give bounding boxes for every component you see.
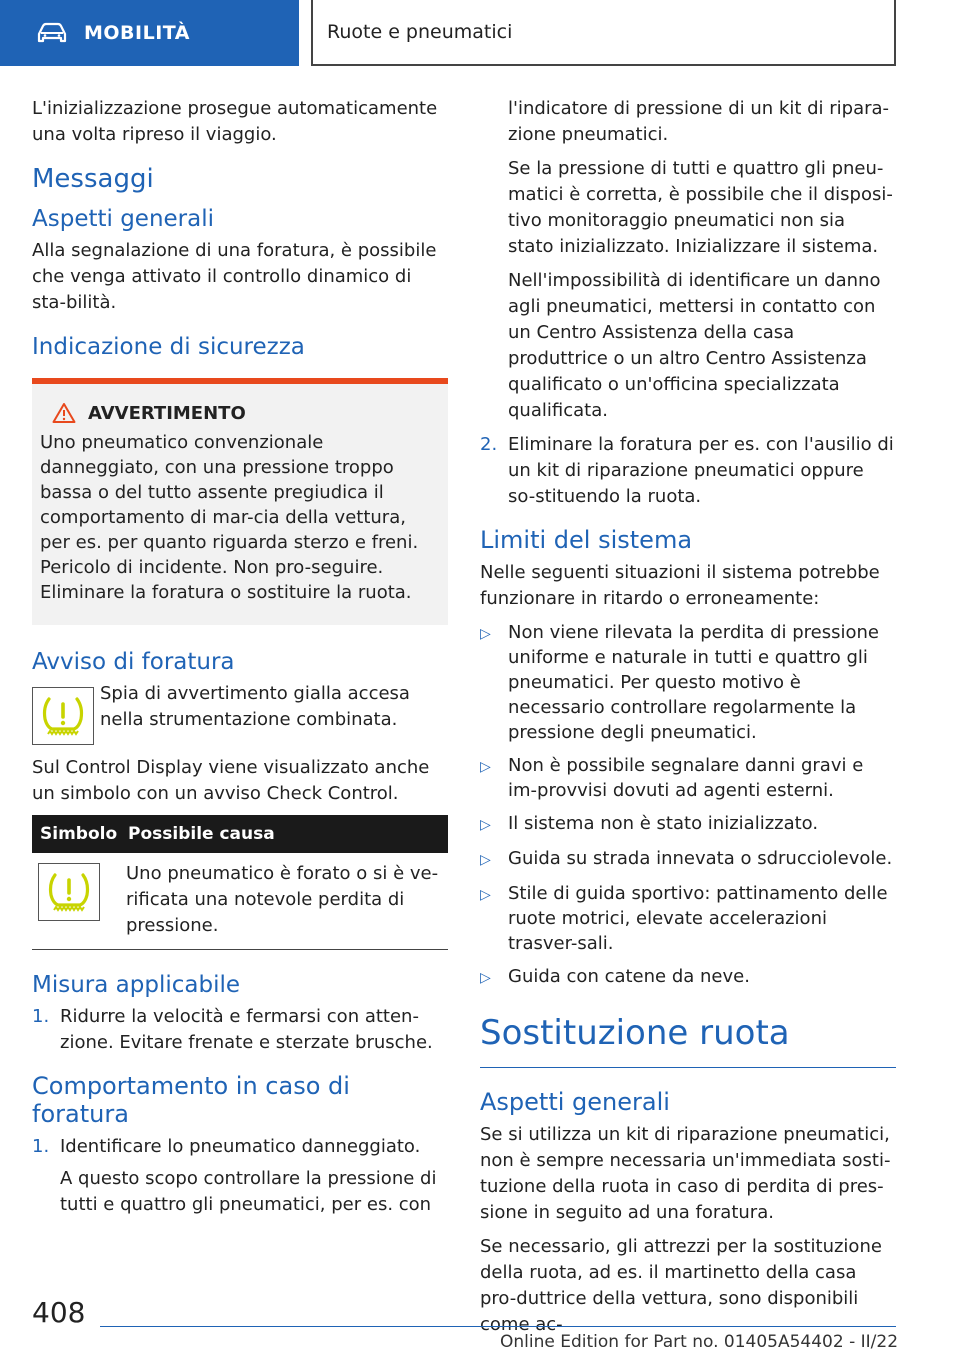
col-symbol-header: Simbolo xyxy=(32,815,120,853)
bullet-icon: ▷ xyxy=(480,759,491,775)
page-number: 408 xyxy=(32,1296,86,1329)
warning-box xyxy=(32,378,448,625)
step-text: Identificare lo pneumatico danneggiato. xyxy=(60,1136,421,1157)
bullet-icon: ▷ xyxy=(480,817,491,833)
limits-intro: Nelle seguenti situazioni il sistema potrebbe funzionare in ritardo o erroneamente: xyxy=(480,562,880,609)
section-header xyxy=(0,0,299,66)
left-column xyxy=(32,96,448,1230)
step-subtext: A questo scopo controllare la pressione di tutti e quattro gli pneumatici, per es. con xyxy=(60,1168,437,1215)
general-heading: Aspetti generali xyxy=(32,206,215,232)
warning-triangle-icon xyxy=(52,402,76,424)
list-item: ▷ Non è possibile segnalare danni gravi e im-provvisi dovuti ad agenti esterni. xyxy=(480,755,864,801)
wheel-change-heading: Sostituzione ruota xyxy=(480,1013,896,1068)
bullet-icon: ▷ xyxy=(480,852,491,868)
tpms-indicator xyxy=(32,687,94,745)
list-item: ▷ Il sistema non è stato inizializzato. xyxy=(480,811,896,838)
warning-label: AVVERTIMENTO xyxy=(88,402,246,424)
wheel-text-2: Se necessario, gli attrezzi per la sostituzione della ruota, ad es. il martinetto della casa pro-duttrice della vettura, sono disponibili come ac- xyxy=(480,1236,882,1335)
step-number: 1. xyxy=(32,1006,50,1027)
list-item: ▷ Guida con catene da neve. xyxy=(480,964,896,991)
safety-heading: Indicazione di sicurezza xyxy=(32,334,305,360)
warning-text: Uno pneumatico convenzionale danneggiato, con una pressione troppo bassa o del tutto assente pregiudica il comportamento di mar-cia della vettura, per es. per quanto riguarda sterzo e freni. Pericolo di incidente. Non pro-seguire. Eliminare la foratura o sostituire la ruota. xyxy=(40,432,419,603)
behavior-step-2 xyxy=(480,432,896,510)
chapter-title: Ruote e pneumatici xyxy=(327,21,513,43)
step-number: 2. xyxy=(480,434,498,455)
edition-text: Online Edition for Part no. 01405A54402 - II/22 xyxy=(500,1332,899,1352)
general-text: Alla segnalazione di una foratura, è possibile che venga attivato il controllo dinamico di sta-bilità. xyxy=(32,240,437,313)
symbol-table xyxy=(32,815,448,950)
bullet-icon: ▷ xyxy=(480,626,491,642)
step-number: 1. xyxy=(32,1136,50,1157)
display-text: Sul Control Display viene visualizzato anche un simbolo con un avviso Check Control. xyxy=(32,757,430,804)
intro-text: L'inizializzazione prosegue automaticamente una volta ripreso il viaggio. xyxy=(32,98,438,145)
list-item: ▷ Stile di guida sportivo: pattinamento delle ruote motrici, elevate accelerazioni trasver-sali. xyxy=(480,883,888,954)
behavior-heading: Comportamento in caso di foratura xyxy=(32,1072,350,1128)
limits-list xyxy=(480,620,896,991)
tpms-warning-icon xyxy=(40,695,86,737)
section-title: MOBILITÀ xyxy=(84,22,190,44)
flat-heading: Avviso di foratura xyxy=(32,649,235,675)
footer-divider xyxy=(100,1326,896,1327)
limits-heading: Limiti del sistema xyxy=(480,526,693,554)
bullet-icon: ▷ xyxy=(480,887,491,903)
right-column xyxy=(480,96,896,1346)
step-text: Eliminare la foratura per es. con l'ausilio di un kit di riparazione pneumatici oppure so-stituendo la ruota. xyxy=(508,434,894,507)
cause-cell: Uno pneumatico è forato o si è ve-rificata una notevole perdita di pressione. xyxy=(120,853,448,950)
flat-text: Spia di avvertimento gialla accesa nella strumentazione combinata. xyxy=(100,683,410,730)
tpms-warning-icon xyxy=(46,871,92,913)
list-item: ▷ Guida su strada innevata o sdrucciolevole. xyxy=(480,846,896,873)
messages-heading: Messaggi xyxy=(32,164,154,194)
col-cause-header: Possibile causa xyxy=(120,815,448,853)
behavior-step-1 xyxy=(32,1134,448,1224)
continued-text-3: Nell'impossibilità di identificare un danno agli pneumatici, mettersi in contatto con un Centro Assistenza della casa produttrice o un altro Centro Assistenza qualificato o un'officina specializzata qualificata. xyxy=(508,270,881,421)
wheel-general-heading: Aspetti generali xyxy=(480,1088,670,1116)
chapter-header xyxy=(311,0,896,66)
table-row xyxy=(32,853,448,950)
car-icon xyxy=(36,22,68,44)
bullet-icon: ▷ xyxy=(480,970,491,986)
measure-heading: Misura applicabile xyxy=(32,972,240,998)
step-text: Ridurre la velocità e fermarsi con atten-zione. Evitare frenate e sterzate brusche. xyxy=(60,1006,433,1053)
wheel-text-1: Se si utilizza un kit di riparazione pneumatici, non è sempre necessaria un'immediata sosti-tuzione della ruota in caso di perdita di pres-sione in seguito ad una foratura. xyxy=(480,1124,891,1223)
continued-text-1: l'indicatore di pressione di un kit di ripara-zione pneumatici. xyxy=(508,98,890,145)
measure-step xyxy=(32,1004,448,1056)
list-item: ▷ Non viene rilevata la perdita di pressione uniforme e naturale in tutti e quattro gli pneumatici. Per questo motivo è necessario controllare regolarmente la pressione degli pneumatici. xyxy=(480,622,879,743)
continued-text-2: Se la pressione di tutti e quattro gli pneu-matici è corretta, è possibile che il disposi-tivo monitoraggio pneumatici non sia stato inizializzato. Inizializzare il sistema. xyxy=(508,158,893,257)
